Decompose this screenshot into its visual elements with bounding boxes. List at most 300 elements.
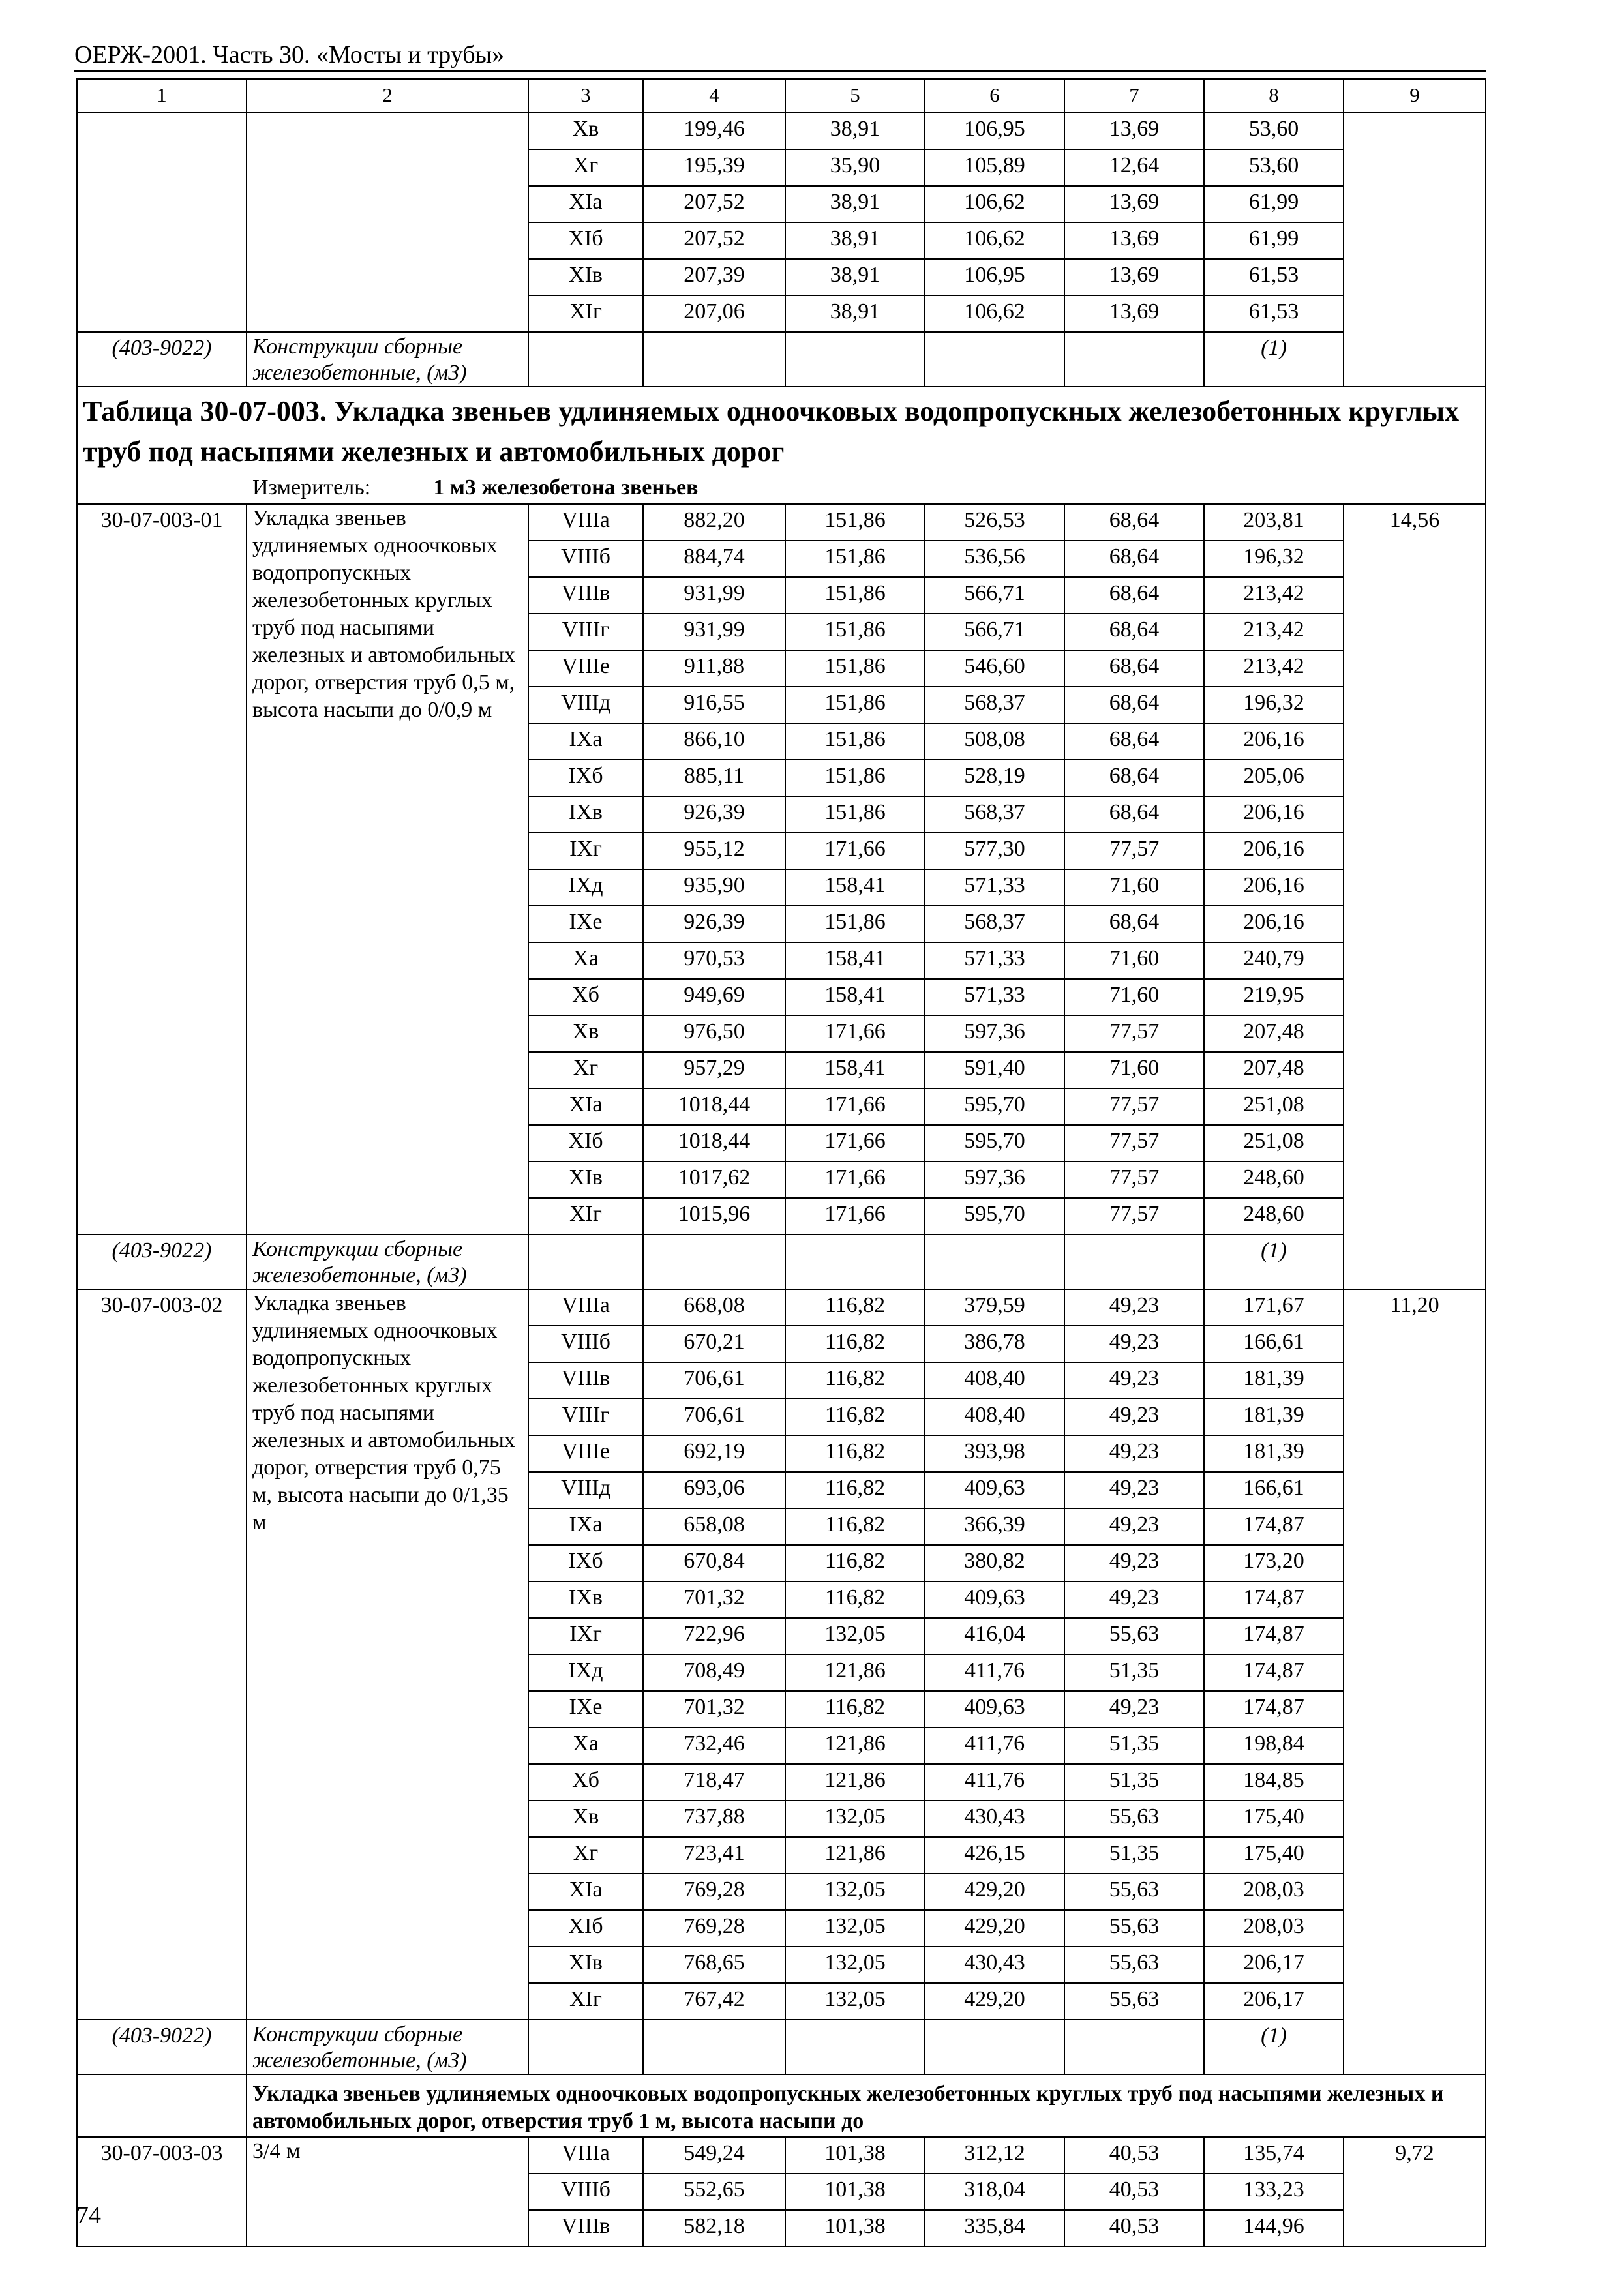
wages-cell: 151,86 xyxy=(785,906,925,942)
variant-cell: IXв xyxy=(528,796,643,833)
wages-cell: 121,86 xyxy=(785,1837,925,1874)
empty-cell xyxy=(77,2074,247,2137)
variant-cell: VIIIа xyxy=(528,504,643,541)
operator-wages-cell: 68,64 xyxy=(1064,760,1204,796)
total-cost-cell: 693,06 xyxy=(643,1472,785,1508)
operator-wages-cell: 55,63 xyxy=(1064,1947,1204,1983)
materials-cell: 213,42 xyxy=(1204,614,1344,650)
variant-cell: XIб xyxy=(528,1125,643,1161)
variant-cell: Xв xyxy=(528,113,643,149)
operator-wages-cell: 68,64 xyxy=(1064,906,1204,942)
materials-cell: 184,85 xyxy=(1204,1764,1344,1801)
materials-cell: 61,53 xyxy=(1204,295,1344,332)
rate-code-cell: 30-07-003-03 xyxy=(77,2137,247,2247)
machine-cost-cell: 597,36 xyxy=(925,1015,1064,1052)
resource-code-cell: (403-9022) xyxy=(77,2020,247,2074)
total-cost-cell: 769,28 xyxy=(643,1910,785,1947)
machine-cost-cell: 106,62 xyxy=(925,186,1064,222)
operator-wages-cell: 12,64 xyxy=(1064,149,1204,186)
machine-cost-cell: 591,40 xyxy=(925,1052,1064,1088)
empty-cell xyxy=(528,2020,643,2074)
operator-wages-cell: 55,63 xyxy=(1064,1983,1204,2020)
materials-cell: 206,16 xyxy=(1204,723,1344,760)
empty-cell xyxy=(643,2020,785,2074)
wages-cell: 116,82 xyxy=(785,1362,925,1399)
rate-description-cell: 3/4 м xyxy=(247,2137,528,2247)
materials-cell: 53,60 xyxy=(1204,149,1344,186)
column-number: 2 xyxy=(247,79,528,113)
machine-cost-cell: 408,40 xyxy=(925,1362,1064,1399)
wages-cell: 171,66 xyxy=(785,1125,925,1161)
operator-wages-cell: 55,63 xyxy=(1064,1874,1204,1910)
materials-cell: 203,81 xyxy=(1204,504,1344,541)
wages-cell: 151,86 xyxy=(785,577,925,614)
variant-cell: Xг xyxy=(528,1052,643,1088)
column-number: 6 xyxy=(925,79,1064,113)
column-number: 8 xyxy=(1204,79,1344,113)
machine-cost-cell: 568,37 xyxy=(925,687,1064,723)
variant-cell: IXг xyxy=(528,1618,643,1654)
operator-wages-cell: 49,23 xyxy=(1064,1326,1204,1362)
unit-value: 1 м3 железобетона звеньев xyxy=(433,475,699,500)
variant-cell: XIг xyxy=(528,1983,643,2020)
total-cost-cell: 549,24 xyxy=(643,2137,785,2174)
wages-cell: 171,66 xyxy=(785,1161,925,1198)
materials-cell: 173,20 xyxy=(1204,1545,1344,1581)
total-cost-cell: 701,32 xyxy=(643,1581,785,1618)
total-cost-cell: 976,50 xyxy=(643,1015,785,1052)
table-title-cell xyxy=(77,387,1486,504)
total-cost-cell: 970,53 xyxy=(643,942,785,979)
operator-wages-cell: 68,64 xyxy=(1064,723,1204,760)
total-cost-cell: 955,12 xyxy=(643,833,785,869)
materials-cell: 196,32 xyxy=(1204,687,1344,723)
operator-wages-cell: 49,23 xyxy=(1064,1289,1204,1326)
total-cost-cell: 1015,96 xyxy=(643,1198,785,1234)
empty-cell xyxy=(1064,2020,1204,2074)
machine-cost-cell: 566,71 xyxy=(925,577,1064,614)
unit-line xyxy=(83,472,1480,503)
total-cost-cell: 768,65 xyxy=(643,1947,785,1983)
variant-cell: XIа xyxy=(528,1088,643,1125)
machine-cost-cell: 386,78 xyxy=(925,1326,1064,1362)
wages-cell: 116,82 xyxy=(785,1581,925,1618)
machine-cost-cell: 546,60 xyxy=(925,650,1064,687)
machine-cost-cell: 312,12 xyxy=(925,2137,1064,2174)
resource-footer-row xyxy=(77,1234,1486,1289)
variant-cell: XIг xyxy=(528,295,643,332)
variant-cell: VIIIв xyxy=(528,2210,643,2247)
total-cost-cell: 1018,44 xyxy=(643,1125,785,1161)
variant-cell: IXе xyxy=(528,906,643,942)
operator-wages-cell: 13,69 xyxy=(1064,113,1204,149)
machine-cost-cell: 429,20 xyxy=(925,1874,1064,1910)
resource-description-cell: Конструкции сборные железобетонные, (м3) xyxy=(247,2020,528,2074)
operator-wages-cell: 68,64 xyxy=(1064,796,1204,833)
materials-cell: 61,99 xyxy=(1204,222,1344,259)
materials-cell: 240,79 xyxy=(1204,942,1344,979)
materials-cell: 166,61 xyxy=(1204,1472,1344,1508)
empty-cell xyxy=(528,332,643,387)
wages-cell: 116,82 xyxy=(785,1691,925,1728)
materials-cell: 166,61 xyxy=(1204,1326,1344,1362)
empty-cell xyxy=(643,332,785,387)
operator-wages-cell: 49,23 xyxy=(1064,1362,1204,1399)
machine-cost-cell: 429,20 xyxy=(925,1910,1064,1947)
materials-cell: 144,96 xyxy=(1204,2210,1344,2247)
total-cost-cell: 866,10 xyxy=(643,723,785,760)
materials-cell: 251,08 xyxy=(1204,1125,1344,1161)
rates-table-body xyxy=(77,79,1486,2247)
materials-cell: 208,03 xyxy=(1204,1874,1344,1910)
resource-footer-row xyxy=(77,2020,1486,2074)
machine-cost-cell: 409,63 xyxy=(925,1691,1064,1728)
total-cost-cell: 926,39 xyxy=(643,906,785,942)
variant-cell: VIIIб xyxy=(528,1326,643,1362)
materials-cell: 181,39 xyxy=(1204,1399,1344,1435)
wages-cell: 116,82 xyxy=(785,1435,925,1472)
operator-wages-cell: 55,63 xyxy=(1064,1801,1204,1837)
total-cost-cell: 882,20 xyxy=(643,504,785,541)
variant-cell: Xв xyxy=(528,1801,643,1837)
table-row xyxy=(77,113,1486,149)
total-cost-cell: 911,88 xyxy=(643,650,785,687)
total-cost-cell: 207,52 xyxy=(643,186,785,222)
machine-cost-cell: 393,98 xyxy=(925,1435,1064,1472)
materials-cell: 248,60 xyxy=(1204,1161,1344,1198)
machine-cost-cell: 105,89 xyxy=(925,149,1064,186)
total-cost-cell: 949,69 xyxy=(643,979,785,1015)
wages-cell: 151,86 xyxy=(785,723,925,760)
page-header-title: ОЕРЖ-2001. Часть 30. «Мосты и трубы» xyxy=(74,41,505,68)
materials-cell: 174,87 xyxy=(1204,1618,1344,1654)
machine-cost-cell: 536,56 xyxy=(925,541,1064,577)
variant-cell: VIIIа xyxy=(528,1289,643,1326)
machine-cost-cell: 577,30 xyxy=(925,833,1064,869)
operator-wages-cell: 40,53 xyxy=(1064,2174,1204,2210)
operator-wages-cell: 13,69 xyxy=(1064,259,1204,295)
machine-cost-cell: 106,95 xyxy=(925,113,1064,149)
total-cost-cell: 722,96 xyxy=(643,1618,785,1654)
machine-cost-cell: 430,43 xyxy=(925,1947,1064,1983)
wages-cell: 151,86 xyxy=(785,760,925,796)
materials-cell: 174,87 xyxy=(1204,1581,1344,1618)
empty-cell xyxy=(77,113,247,332)
operator-wages-cell: 77,57 xyxy=(1064,1015,1204,1052)
variant-cell: IXв xyxy=(528,1581,643,1618)
resource-description-cell: Конструкции сборные железобетонные, (м3) xyxy=(247,332,528,387)
variant-cell: VIIIг xyxy=(528,1399,643,1435)
variant-cell: VIIIд xyxy=(528,687,643,723)
resource-footer-row xyxy=(77,332,1486,387)
variant-cell: XIв xyxy=(528,1161,643,1198)
total-cost-cell: 767,42 xyxy=(643,1983,785,2020)
operator-wages-cell: 40,53 xyxy=(1064,2210,1204,2247)
variant-cell: IXа xyxy=(528,723,643,760)
variant-cell: VIIIа xyxy=(528,2137,643,2174)
materials-cell: 181,39 xyxy=(1204,1435,1344,1472)
total-cost-cell: 658,08 xyxy=(643,1508,785,1545)
variant-cell: Xб xyxy=(528,1764,643,1801)
operator-wages-cell: 55,63 xyxy=(1064,1910,1204,1947)
wages-cell: 171,66 xyxy=(785,1015,925,1052)
variant-cell: VIIIе xyxy=(528,650,643,687)
total-cost-cell: 552,65 xyxy=(643,2174,785,2210)
total-cost-cell: 926,39 xyxy=(643,796,785,833)
empty-cell xyxy=(247,113,528,332)
operator-wages-cell: 71,60 xyxy=(1064,1052,1204,1088)
variant-cell: Xг xyxy=(528,1837,643,1874)
column-number: 7 xyxy=(1064,79,1204,113)
total-cost-cell: 708,49 xyxy=(643,1654,785,1691)
wages-cell: 116,82 xyxy=(785,1508,925,1545)
machine-cost-cell: 411,76 xyxy=(925,1764,1064,1801)
resource-quantity-cell: (1) xyxy=(1204,2020,1344,2074)
operator-wages-cell: 51,35 xyxy=(1064,1764,1204,1801)
operator-wages-cell: 51,35 xyxy=(1064,1837,1204,1874)
materials-cell: 175,40 xyxy=(1204,1801,1344,1837)
empty-cell xyxy=(925,1234,1064,1289)
empty-cell xyxy=(643,1234,785,1289)
empty-cell xyxy=(1064,332,1204,387)
total-cost-cell: 692,19 xyxy=(643,1435,785,1472)
variant-cell: IXд xyxy=(528,869,643,906)
variant-cell: IXа xyxy=(528,1508,643,1545)
wages-cell: 158,41 xyxy=(785,979,925,1015)
wages-cell: 38,91 xyxy=(785,186,925,222)
materials-cell: 251,08 xyxy=(1204,1088,1344,1125)
total-cost-cell: 1018,44 xyxy=(643,1088,785,1125)
wages-cell: 132,05 xyxy=(785,1801,925,1837)
rate-description-cell: Укладка звеньев удлиняемых одноочковых водопропускных железобетонных круглых труб под насыпями железных и автомобильных дорог, отверстия труб 0,5 м, высота насыпи до 0/0,9 м xyxy=(247,504,528,1234)
operator-wages-cell: 77,57 xyxy=(1064,1198,1204,1234)
operator-wages-cell: 68,64 xyxy=(1064,541,1204,577)
machine-cost-cell: 526,53 xyxy=(925,504,1064,541)
materials-cell: 219,95 xyxy=(1204,979,1344,1015)
resource-quantity-cell: (1) xyxy=(1204,1234,1344,1289)
operator-wages-cell: 68,64 xyxy=(1064,614,1204,650)
wages-cell: 132,05 xyxy=(785,1983,925,2020)
subsection-title-cell: Укладка звеньев удлиняемых одноочковых водопропускных железобетонных круглых труб под насыпями железных и автомобильных дорог, отверстия труб 1 м, высота насыпи до xyxy=(247,2074,1486,2137)
wages-cell: 151,86 xyxy=(785,650,925,687)
operator-wages-cell: 71,60 xyxy=(1064,942,1204,979)
total-cost-cell: 718,47 xyxy=(643,1764,785,1801)
wages-cell: 132,05 xyxy=(785,1874,925,1910)
total-cost-cell: 207,52 xyxy=(643,222,785,259)
materials-cell: 207,48 xyxy=(1204,1052,1344,1088)
column-number: 3 xyxy=(528,79,643,113)
operator-wages-cell: 13,69 xyxy=(1064,222,1204,259)
operator-wages-cell: 51,35 xyxy=(1064,1728,1204,1764)
total-cost-cell: 670,21 xyxy=(643,1326,785,1362)
operator-wages-cell: 49,23 xyxy=(1064,1691,1204,1728)
machine-cost-cell: 106,62 xyxy=(925,222,1064,259)
column-number: 5 xyxy=(785,79,925,113)
materials-cell: 61,53 xyxy=(1204,259,1344,295)
variant-cell: XIб xyxy=(528,222,643,259)
header-rule xyxy=(74,70,1486,72)
operator-wages-cell: 13,69 xyxy=(1064,186,1204,222)
total-cost-cell: 935,90 xyxy=(643,869,785,906)
wages-cell: 132,05 xyxy=(785,1910,925,1947)
variant-cell: VIIIб xyxy=(528,2174,643,2210)
variant-cell: Xг xyxy=(528,149,643,186)
machine-cost-cell: 566,71 xyxy=(925,614,1064,650)
materials-cell: 198,84 xyxy=(1204,1728,1344,1764)
machine-cost-cell: 411,76 xyxy=(925,1654,1064,1691)
total-cost-cell: 884,74 xyxy=(643,541,785,577)
operator-wages-cell: 49,23 xyxy=(1064,1435,1204,1472)
operator-wages-cell: 13,69 xyxy=(1064,295,1204,332)
wages-cell: 116,82 xyxy=(785,1472,925,1508)
machine-cost-cell: 106,62 xyxy=(925,295,1064,332)
variant-cell: XIг xyxy=(528,1198,643,1234)
empty-cell xyxy=(785,332,925,387)
wages-cell: 121,86 xyxy=(785,1654,925,1691)
materials-cell: 206,16 xyxy=(1204,906,1344,942)
variant-cell: Xа xyxy=(528,1728,643,1764)
column-number: 9 xyxy=(1344,79,1486,113)
wages-cell: 158,41 xyxy=(785,869,925,906)
operator-wages-cell: 55,63 xyxy=(1064,1618,1204,1654)
materials-cell: 207,48 xyxy=(1204,1015,1344,1052)
operator-wages-cell: 77,57 xyxy=(1064,1088,1204,1125)
materials-cell: 174,87 xyxy=(1204,1654,1344,1691)
machine-cost-cell: 568,37 xyxy=(925,796,1064,833)
wages-cell: 151,86 xyxy=(785,796,925,833)
total-cost-cell: 668,08 xyxy=(643,1289,785,1326)
page-number: 74 xyxy=(76,2202,101,2229)
rate-code-cell: 30-07-003-01 xyxy=(77,504,247,1234)
materials-cell: 206,16 xyxy=(1204,796,1344,833)
machine-cost-cell: 409,63 xyxy=(925,1472,1064,1508)
machine-cost-cell: 366,39 xyxy=(925,1508,1064,1545)
variant-cell: IXб xyxy=(528,1545,643,1581)
resource-description-cell: Конструкции сборные железобетонные, (м3) xyxy=(247,1234,528,1289)
machine-cost-cell: 408,40 xyxy=(925,1399,1064,1435)
wages-cell: 116,82 xyxy=(785,1399,925,1435)
variant-cell: VIIIв xyxy=(528,577,643,614)
materials-cell: 206,17 xyxy=(1204,1947,1344,1983)
total-cost-cell: 706,61 xyxy=(643,1399,785,1435)
total-cost-cell: 931,99 xyxy=(643,577,785,614)
materials-cell: 213,42 xyxy=(1204,650,1344,687)
wages-cell: 101,38 xyxy=(785,2137,925,2174)
total-cost-cell: 931,99 xyxy=(643,614,785,650)
column-number: 1 xyxy=(77,79,247,113)
total-cost-cell: 885,11 xyxy=(643,760,785,796)
total-cost-cell: 916,55 xyxy=(643,687,785,723)
variant-cell: Xв xyxy=(528,1015,643,1052)
operator-wages-cell: 40,53 xyxy=(1064,2137,1204,2174)
unit-label: Измеритель: xyxy=(252,475,371,500)
wages-cell: 38,91 xyxy=(785,113,925,149)
rate-code-cell: 30-07-003-02 xyxy=(77,1289,247,2020)
operator-wages-cell: 68,64 xyxy=(1064,577,1204,614)
materials-cell: 174,87 xyxy=(1204,1508,1344,1545)
operator-wages-cell: 77,57 xyxy=(1064,833,1204,869)
machine-cost-cell: 595,70 xyxy=(925,1198,1064,1234)
machine-cost-cell: 426,15 xyxy=(925,1837,1064,1874)
materials-cell: 61,99 xyxy=(1204,186,1344,222)
resource-code-cell: (403-9022) xyxy=(77,332,247,387)
wages-cell: 116,82 xyxy=(785,1326,925,1362)
total-cost-cell: 957,29 xyxy=(643,1052,785,1088)
wages-cell: 171,66 xyxy=(785,1088,925,1125)
variant-cell: VIIIб xyxy=(528,541,643,577)
machine-cost-cell: 106,95 xyxy=(925,259,1064,295)
materials-cell: 53,60 xyxy=(1204,113,1344,149)
machine-cost-cell: 595,70 xyxy=(925,1125,1064,1161)
wages-cell: 35,90 xyxy=(785,149,925,186)
variant-cell: XIа xyxy=(528,1874,643,1910)
machine-cost-cell: 571,33 xyxy=(925,942,1064,979)
empty-cell xyxy=(1344,113,1486,387)
variant-cell: XIв xyxy=(528,259,643,295)
operator-wages-cell: 71,60 xyxy=(1064,979,1204,1015)
subsection-title-row xyxy=(77,2074,1486,2137)
rates-table xyxy=(76,78,1486,2247)
variant-cell: IXб xyxy=(528,760,643,796)
total-cost-cell: 737,88 xyxy=(643,1801,785,1837)
empty-cell xyxy=(528,1234,643,1289)
wages-cell: 38,91 xyxy=(785,222,925,259)
variant-cell: XIб xyxy=(528,1910,643,1947)
wages-cell: 101,38 xyxy=(785,2210,925,2247)
variant-cell: IXг xyxy=(528,833,643,869)
total-cost-cell: 195,39 xyxy=(643,149,785,186)
table-row xyxy=(77,2137,1486,2174)
machine-cost-cell: 568,37 xyxy=(925,906,1064,942)
total-cost-cell: 199,46 xyxy=(643,113,785,149)
materials-cell: 248,60 xyxy=(1204,1198,1344,1234)
variant-cell: XIа xyxy=(528,186,643,222)
operator-wages-cell: 68,64 xyxy=(1064,650,1204,687)
operator-wages-cell: 49,23 xyxy=(1064,1581,1204,1618)
operator-wages-cell: 77,57 xyxy=(1064,1125,1204,1161)
wages-cell: 171,66 xyxy=(785,1198,925,1234)
machine-cost-cell: 335,84 xyxy=(925,2210,1064,2247)
wages-cell: 158,41 xyxy=(785,942,925,979)
variant-cell: VIIIе xyxy=(528,1435,643,1472)
materials-cell: 174,87 xyxy=(1204,1691,1344,1728)
wages-cell: 171,66 xyxy=(785,833,925,869)
wages-cell: 38,91 xyxy=(785,259,925,295)
operator-wages-cell: 51,35 xyxy=(1064,1654,1204,1691)
variant-cell: IXд xyxy=(528,1654,643,1691)
machine-cost-cell: 380,82 xyxy=(925,1545,1064,1581)
operator-wages-cell: 68,64 xyxy=(1064,687,1204,723)
resource-code-cell: (403-9022) xyxy=(77,1234,247,1289)
machine-cost-cell: 571,33 xyxy=(925,979,1064,1015)
wages-cell: 151,86 xyxy=(785,504,925,541)
materials-cell: 206,16 xyxy=(1204,869,1344,906)
machine-cost-cell: 409,63 xyxy=(925,1581,1064,1618)
machine-cost-cell: 411,76 xyxy=(925,1728,1064,1764)
total-cost-cell: 706,61 xyxy=(643,1362,785,1399)
machine-cost-cell: 528,19 xyxy=(925,760,1064,796)
variant-cell: VIIIв xyxy=(528,1362,643,1399)
empty-cell xyxy=(785,1234,925,1289)
machine-cost-cell: 379,59 xyxy=(925,1289,1064,1326)
materials-cell: 205,06 xyxy=(1204,760,1344,796)
total-cost-cell: 207,39 xyxy=(643,259,785,295)
materials-cell: 133,23 xyxy=(1204,2174,1344,2210)
operator-wages-cell: 49,23 xyxy=(1064,1472,1204,1508)
materials-cell: 213,42 xyxy=(1204,577,1344,614)
variant-cell: IXе xyxy=(528,1691,643,1728)
materials-cell: 208,03 xyxy=(1204,1910,1344,1947)
